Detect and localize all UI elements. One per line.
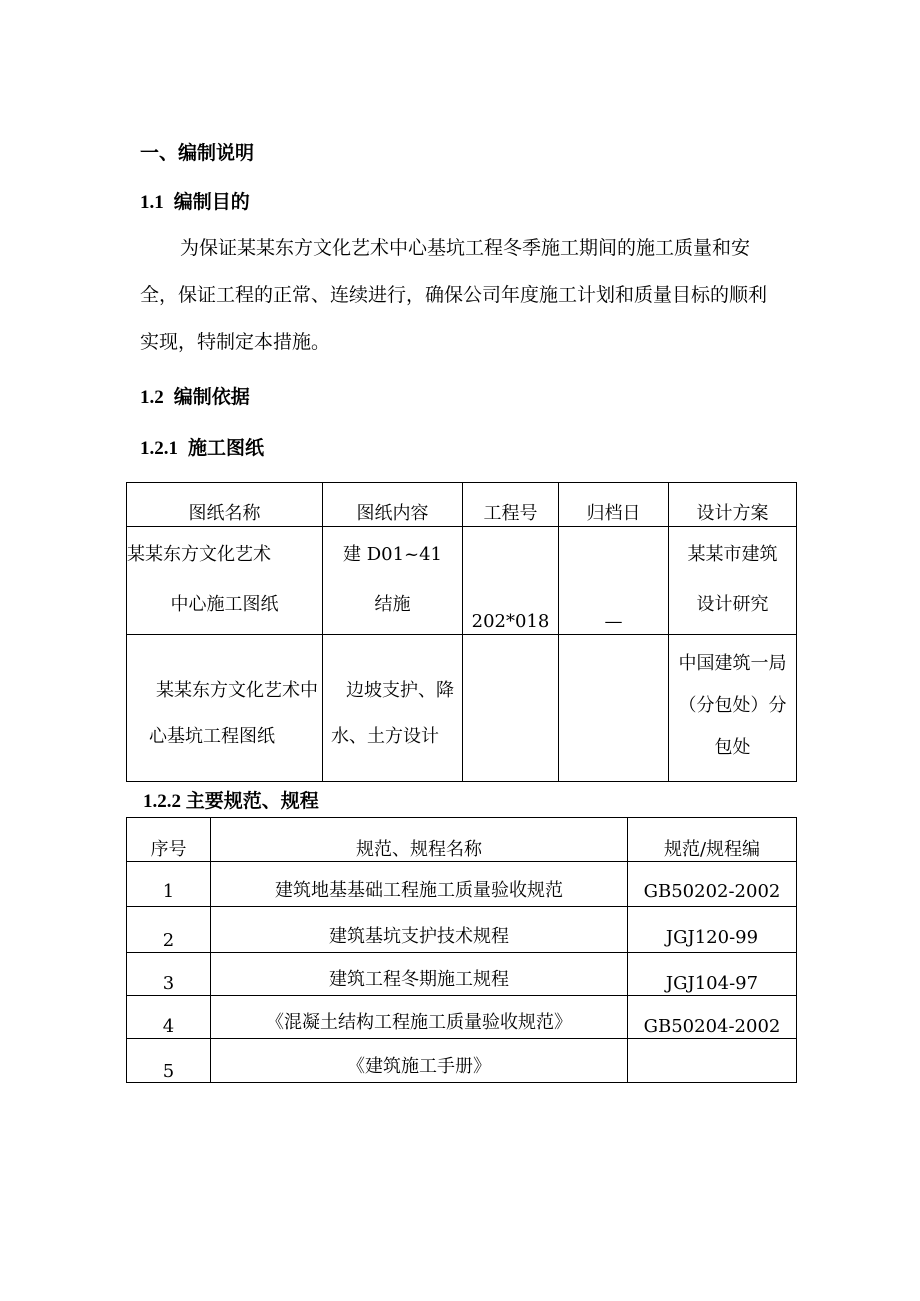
- drawings-row-1: [127, 527, 797, 635]
- spec-row-3-no: 3: [127, 953, 211, 996]
- header-drawing-content: 图纸内容: [323, 483, 463, 527]
- paragraph-line-3: 实现，特制定本措施。: [140, 331, 331, 353]
- spec-row-4-name: 《混凝土结构工程施工质量验收规范》: [211, 996, 628, 1039]
- row2-design-cell: [669, 635, 797, 782]
- row1-content-cell: [323, 527, 463, 635]
- spec-row-4: [127, 996, 797, 1039]
- header-seq: 序号: [127, 818, 211, 862]
- heading-1-2-1-title: 施工图纸: [188, 437, 265, 459]
- row2-archive-date: [559, 635, 669, 782]
- header-design: 设计方案: [669, 483, 797, 527]
- heading-1-1-title: 编制目的: [173, 191, 250, 213]
- header-archive-date: 归档日: [559, 483, 669, 527]
- row1-content-line-1: 建 D01~41: [342, 544, 443, 565]
- spec-row-4-no: 4: [127, 996, 211, 1039]
- paragraph-line-2: 全，保证工程的正常、连续进行，确保公司年度施工计划和质量目标的顺利: [140, 284, 768, 306]
- spec-row-3-name: 建筑工程冬期施工规程: [211, 953, 628, 996]
- spec-row-3: [127, 953, 797, 996]
- heading-1-2-title: 编制依据: [173, 386, 250, 408]
- heading-1-2-number: 1.2: [140, 387, 164, 408]
- row1-name-cell: [127, 527, 323, 635]
- row2-name-line-1: 某某东方文化艺术中: [156, 680, 318, 701]
- drawings-row-2: [127, 635, 797, 782]
- spec-row-5-code: [628, 1039, 797, 1083]
- spec-row-1-name: 建筑地基基础工程施工质量验收规范: [211, 862, 628, 907]
- section-heading-1: 一、编制说明: [140, 142, 255, 164]
- heading-1-2: [140, 382, 250, 409]
- heading-1-1: [140, 187, 250, 214]
- row2-design-line-1: 中国建筑一局: [678, 653, 787, 674]
- row1-archive-date: —: [559, 527, 669, 635]
- row1-design-line-1: 某某市建筑: [687, 544, 778, 565]
- row2-name-line-2: 心基坑工程图纸: [149, 726, 275, 747]
- spec-row-2-name: 建筑基坑支护技术规程: [211, 907, 628, 953]
- spec-row-1: [127, 862, 797, 907]
- spec-row-2-no: 2: [127, 907, 211, 953]
- header-drawing-name: 图纸名称: [127, 483, 323, 527]
- row1-content-line-2: 结施: [374, 594, 411, 615]
- spec-row-5-name: 《建筑施工手册》: [211, 1039, 628, 1083]
- heading-1-1-number: 1.1: [140, 192, 164, 213]
- row2-design-line-2: （分包处）分: [678, 695, 787, 716]
- row1-name-line-1: 某某东方文化艺术: [127, 544, 271, 565]
- specs-table: [126, 817, 797, 1083]
- paragraph-line-1: 为保证某某东方文化艺术中心基坑工程冬季施工期间的施工质量和安: [180, 237, 751, 259]
- heading-1-2-1-number: 1.2.1: [140, 438, 178, 459]
- heading-1-2-1: [140, 433, 264, 460]
- specs-header-row: [127, 818, 797, 862]
- header-spec-name: 规范、规程名称: [211, 818, 628, 862]
- row1-design-cell: [669, 527, 797, 635]
- spec-row-3-code: JGJ104-97: [628, 953, 797, 996]
- spec-row-1-code: GB50202-2002: [628, 862, 797, 907]
- row1-name-line-2: 中心施工图纸: [170, 594, 279, 615]
- row2-content-line-2: 水、土方设计: [331, 726, 439, 747]
- row1-design-line-2: 设计研究: [696, 594, 769, 615]
- spec-row-2: [127, 907, 797, 953]
- heading-1-2-2: 1.2.2 主要规范、规程: [143, 791, 319, 812]
- spec-row-5-no: 5: [127, 1039, 211, 1083]
- header-project-no: 工程号: [463, 483, 559, 527]
- row2-content-cell: [323, 635, 463, 782]
- row2-content-line-1: 边坡支护、降: [346, 680, 454, 701]
- spec-row-4-code: GB50204-2002: [628, 996, 797, 1039]
- spec-row-2-code: JGJ120-99: [628, 907, 797, 953]
- header-spec-code: 规范/规程编: [628, 818, 797, 862]
- row1-project-no: 202*018: [463, 527, 559, 635]
- row2-design-line-3: 包处: [714, 737, 751, 758]
- row2-name-cell: [127, 635, 323, 782]
- spec-row-5: [127, 1039, 797, 1083]
- spec-row-1-no: 1: [127, 862, 211, 907]
- row2-project-no: [463, 635, 559, 782]
- drawings-header-row: [127, 483, 797, 527]
- drawings-table: [126, 482, 797, 782]
